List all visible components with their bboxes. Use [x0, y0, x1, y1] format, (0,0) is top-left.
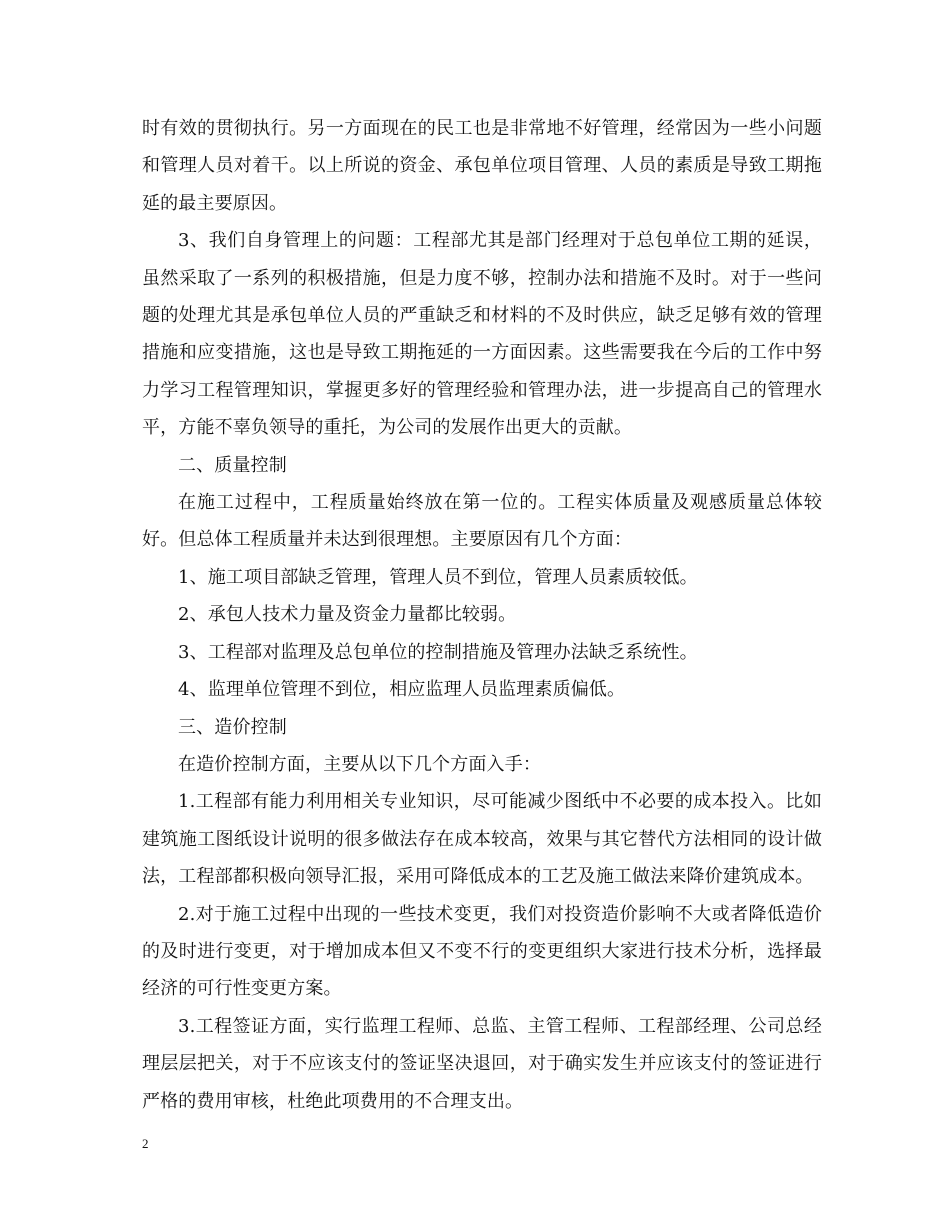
list-item-cost-2: 2.对于施工过程中出现的一些技术变更，我们对投资造价影响不大或者降低造价的及时进行变更，对于增加成本但又不变不行的变更组织大家进行技术分析，选择最经济的可行性变更方案。 [142, 903, 822, 1000]
paragraph-cost-intro: 在造价控制方面，主要从以下几个方面入手： [178, 753, 541, 775]
page-number: 2 [142, 1136, 149, 1151]
paragraph-self-management: 3、我们自身管理上的问题：工程部尤其是部门经理对于总包单位工期的延误，虽然采取了一系列的积极措施，但是力度不够，控制办法和措施不及时。对于一些问题的处理尤其是承包单位人员的严重缺乏和材料的不及时供应，缺乏足够有效的管理措施和应变措施，这也是导致工期拖延的一方面因素。这些需要我在今后的工作中努力学习工程管理知识，掌握更多好的管理经验和管理办法，进一步提高自己的管理水平，方能不辜负领导的重托，为公司的发展作出更大的贡献。 [142, 230, 822, 439]
paragraph-quality-overview: 在施工过程中，工程质量始终放在第一位的。工程实体质量及观感质量总体较好。但总体工程质量并未达到很理想。主要原因有几个方面： [142, 492, 822, 551]
list-item-quality-3: 3、工程部对监理及总包单位的控制措施及管理办法缺乏系统性。 [178, 641, 698, 663]
list-item-quality-1: 1、施工项目部缺乏管理，管理人员不到位，管理人员素质较低。 [178, 566, 698, 588]
list-item-cost-3: 3.工程签证方面，实行监理工程师、总监、主管工程师、工程部经理、公司总经理层层把关，对于不应该支付的签证坚决退回，对于确实发生并应该支付的签证进行严格的费用审核，杜绝此项费用的不合理支出。 [142, 1015, 822, 1112]
section-heading-quality-control: 二、质量控制 [178, 454, 287, 476]
section-heading-cost-control: 三、造价控制 [178, 716, 287, 738]
list-item-quality-4: 4、监理单位管理不到位，相应监理人员监理素质偏低。 [178, 679, 626, 701]
paragraph-schedule-causes: 时有效的贯彻执行。另一方面现在的民工也是非常地不好管理，经常因为一些小问题和管理人员对着干。以上所说的资金、承包单位项目管理、人员的素质是导致工期拖延的最主要原因。 [142, 118, 822, 214]
list-item-quality-2: 2、承包人技术力量及资金力量都比较弱。 [178, 604, 517, 626]
document-body [142, 110, 822, 1120]
list-item-cost-1: 1.工程部有能力利用相关专业知识，尽可能减少图纸中不必要的成本投入。比如建筑施工图纸设计说明的很多做法存在成本较高，效果与其它替代方法相同的设计做法，工程部都积极向领导汇报，采用可降低成本的工艺及施工做法来降价建筑成本。 [142, 791, 822, 888]
